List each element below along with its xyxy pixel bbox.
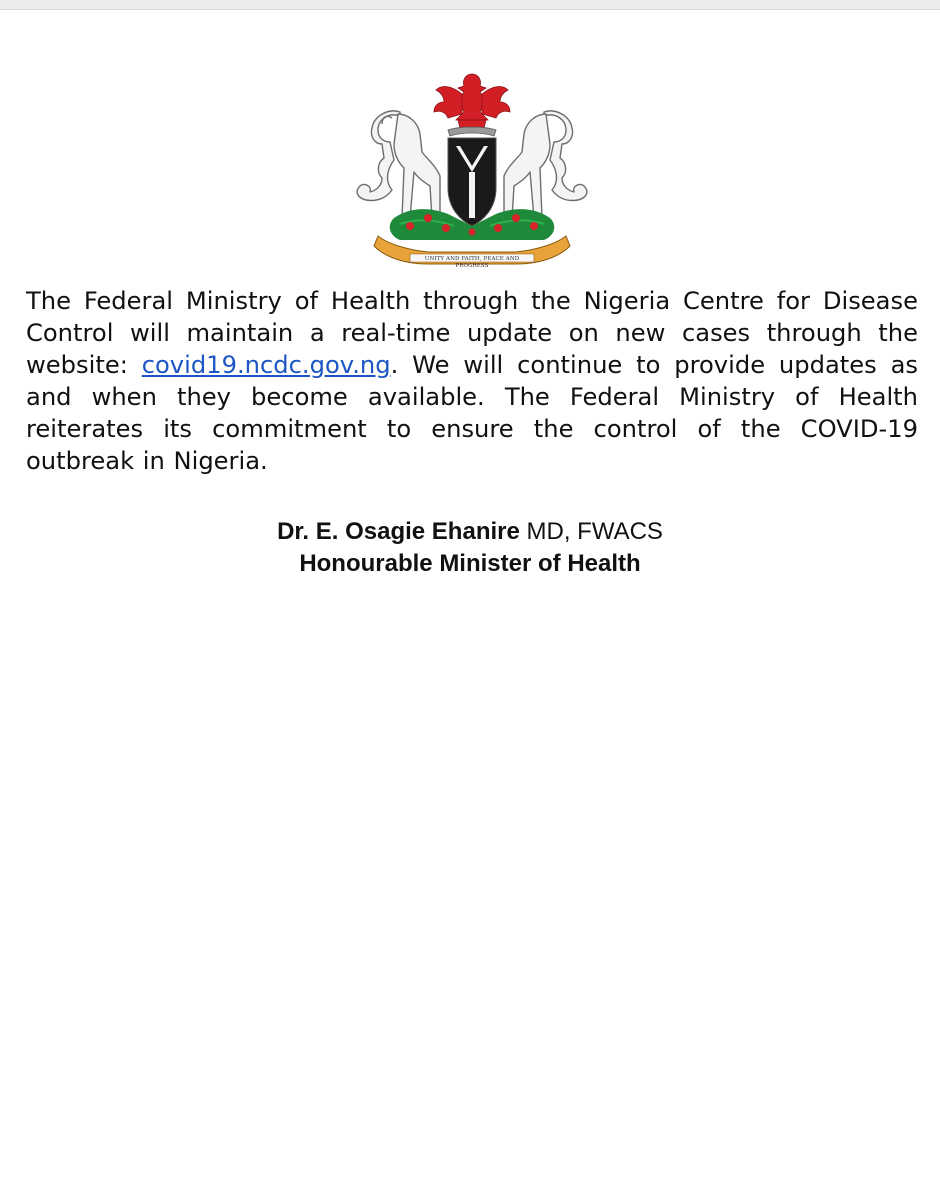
signatory-name: Dr. E. Osagie Ehanire xyxy=(277,518,520,545)
eagle xyxy=(434,74,510,128)
coat-of-arms-emblem xyxy=(348,68,596,268)
ncdc-website-link[interactable]: covid19.ncdc.gov.ng xyxy=(141,351,391,379)
signatory-line xyxy=(0,516,940,548)
statement-text-before-link: The Federal Ministry of Health through the Nigeria Centre for Disease Control will maintain a real-time update on new cases through the website: xyxy=(26,287,918,379)
left-horse xyxy=(357,111,440,218)
crest-motto: UNITY AND FAITH, PEACE AND PROGRESS xyxy=(424,256,520,269)
signatory-credentials: MD, FWACS xyxy=(519,518,663,545)
shield xyxy=(448,138,496,226)
right-horse xyxy=(504,111,587,218)
viewer-top-edge xyxy=(0,0,940,10)
signatory-title: Honourable Minister of Health xyxy=(299,550,641,577)
statement-text-after-link: . We will continue to provide updates as and when they become available. The Federal Ministry of Health reiterates its commitment to ensure the control of the COVID-19 outbreak in Nigeria. xyxy=(26,351,918,475)
statement-paragraph xyxy=(26,285,918,477)
signature-block xyxy=(0,516,940,580)
wreath-band xyxy=(448,127,496,136)
